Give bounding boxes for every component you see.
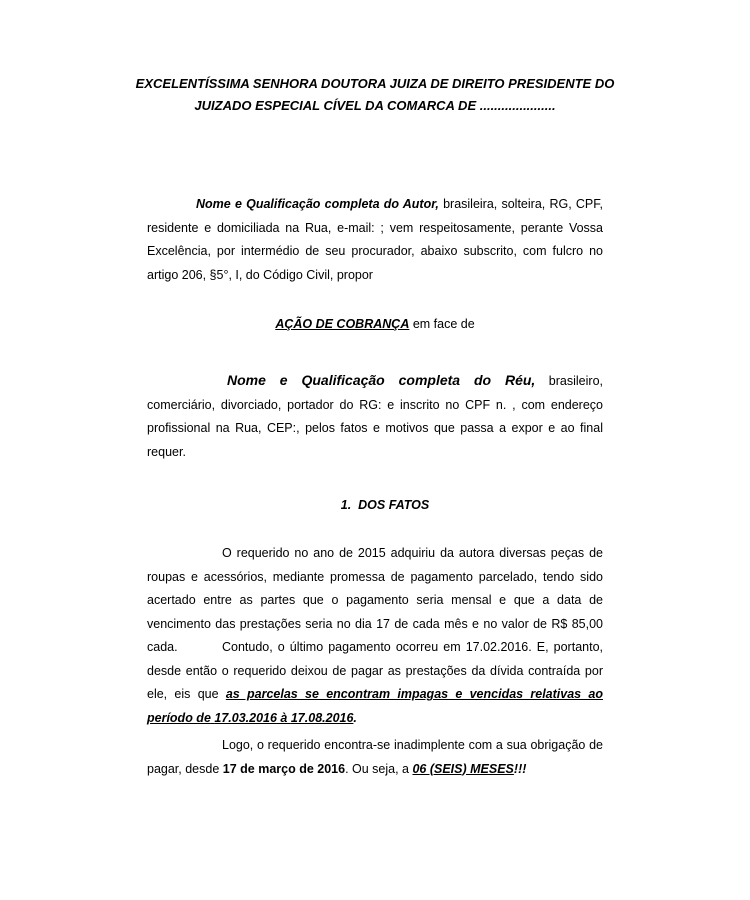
facts-p3-emphasis: 06 (SEIS) MESES	[412, 761, 514, 776]
author-text: brasileira, solteira, RG, CPF, residente e domiciliada na Rua, e-mail: ; vem respeitosamente, perante Vossa Excelência, por intermédio de seu procurador, abaixo subscrito, com fulcro no artigo 206, §5°, I, do Código Civil, propor	[147, 197, 603, 282]
facts-p1-text: O requerido no ano de 2015 adquiriu da autora diversas peças de roupas e acessórios, mediante promessa de pagamento parcelado, tendo sido acertado entre as partes que o pagamento seria mensal e que a data de vencimento das prestações seria no dia 17 de cada mês e no valor de R$ 85,00 cada.	[147, 546, 603, 655]
defendant-label: Nome e Qualificação completa do Réu,	[227, 372, 536, 388]
facts-paragraph-3	[147, 734, 603, 781]
action-suffix: em face de	[409, 317, 475, 331]
court-heading-line2: JUIZADO ESPECIAL CÍVEL DA COMARCA DE .....................	[194, 98, 556, 113]
facts-p2-text: Contudo, o último pagamento ocorreu em 17.02.2016. E, portanto, desde então o requerido deixou de pagar as prestações da dívida contraída por ele, eis que	[147, 640, 603, 702]
section-number: 1.	[340, 498, 352, 512]
court-heading	[100, 73, 650, 117]
defendant-paragraph	[147, 369, 603, 464]
defendant-text: brasileiro, comerciário, divorciado, portador do RG: e inscrito no CPF n. , com endereço profissional na Rua, CEP:, pelos fatos e motivos que passa a expor e ao final requer.	[147, 374, 603, 459]
action-title: AÇÃO DE COBRANÇA	[275, 317, 410, 331]
author-paragraph	[147, 193, 603, 287]
action-line	[0, 313, 750, 335]
facts-p2-mid: à	[276, 710, 291, 725]
facts-paragraph-2	[147, 636, 603, 730]
facts-p2-emphasis: as parcelas se encontram impagas e vencidas relativas ao período de	[147, 687, 603, 725]
facts-p2-end: .	[353, 710, 357, 725]
section-title	[0, 494, 750, 516]
facts-p2-date-start: 17.03.2016	[214, 710, 277, 725]
facts-p2-date-end: 17.08.2016	[290, 710, 354, 725]
section-title-text: DOS FATOS	[358, 498, 430, 512]
facts-p3-end: !!!	[513, 761, 527, 776]
facts-p3-date: 17 de março de 2016	[222, 761, 346, 776]
facts-p3-text: Logo, o requerido encontra-se inadimplente com a sua obrigação de pagar, desde	[147, 738, 603, 776]
facts-p3-mid: . Ou seja, a	[345, 761, 413, 776]
author-label: Nome e Qualificação completa do Autor,	[196, 197, 439, 211]
court-heading-line1: EXCELENTÍSSIMA SENHORA DOUTORA JUIZA DE DIREITO PRESIDENTE DO	[135, 76, 615, 91]
